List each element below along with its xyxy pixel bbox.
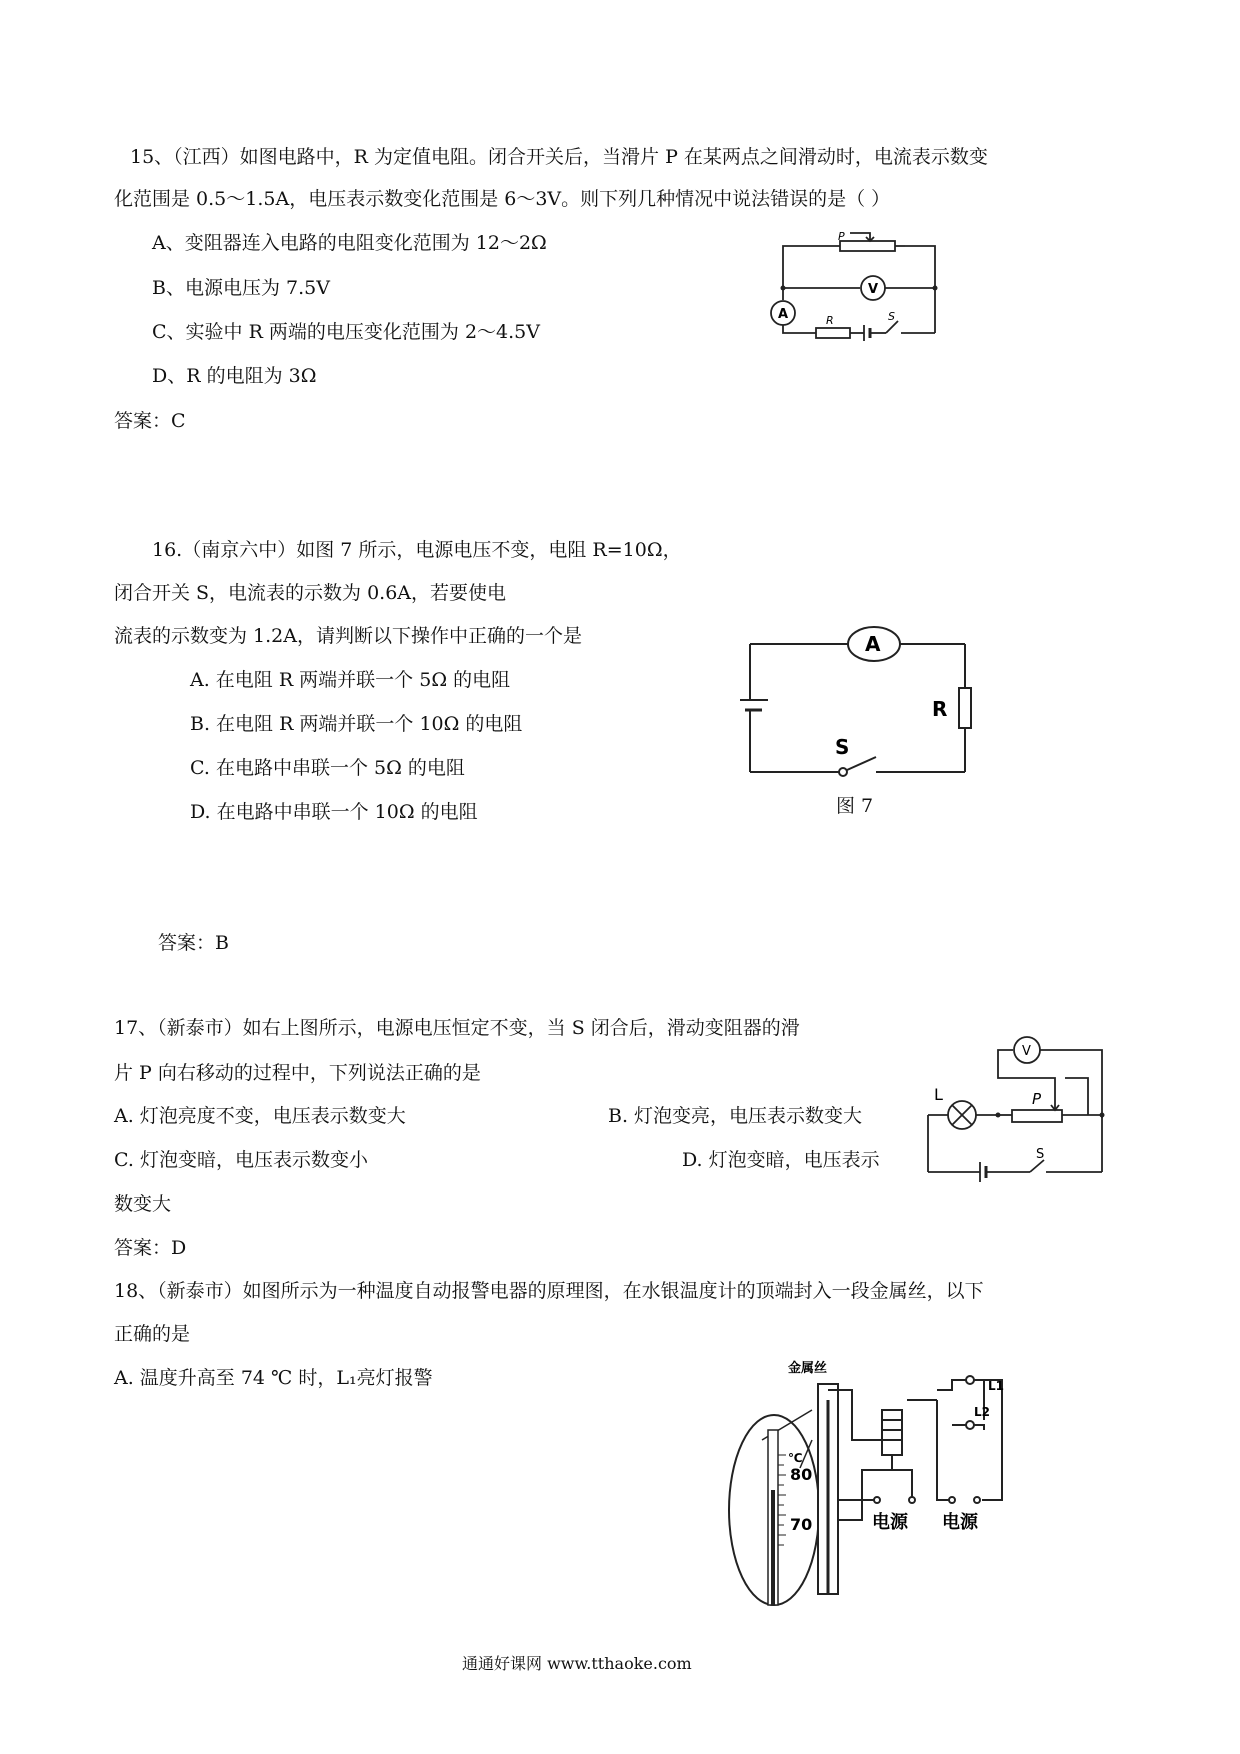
q15-label-p: P xyxy=(838,230,845,243)
q16-option-c: C. 在电路中串联一个 5Ω 的电阻 xyxy=(190,757,465,779)
q18-label-unit: ℃ xyxy=(788,1451,803,1465)
q16-stem-line3: 流表的示数变为 1.2A，请判断以下操作中正确的一个是 xyxy=(114,625,582,647)
q15-label-s: S xyxy=(888,310,895,323)
q17-answer: 答案：D xyxy=(114,1237,187,1259)
q15-option-a: A、变阻器连入电路的电阻变化范围为 12～2Ω xyxy=(152,232,547,254)
q17-option-d-line2: 数变大 xyxy=(114,1193,172,1215)
page-footer: 通通好课网 www.tthaoke.com xyxy=(462,1654,692,1673)
q15-stem-line1: 15、（江西）如图电路中，R 为定值电阻。闭合开关后，当滑片 P 在某两点之间滑动时，电流表示数变 xyxy=(130,146,988,168)
q18-stem-line1: 18、（新泰市）如图所示为一种温度自动报警电器的原理图，在水银温度计的顶端封入一段金属丝，以下 xyxy=(114,1280,984,1302)
q16-label-s: S xyxy=(835,735,850,759)
q16-option-a: A. 在电阻 R 两端并联一个 5Ω 的电阻 xyxy=(190,669,511,691)
q18-label-l2: L2 xyxy=(974,1405,990,1419)
q17-option-b: B. 灯泡变亮，电压表示数变大 xyxy=(608,1105,863,1127)
q16-label-r: R xyxy=(932,697,948,721)
q16-figure-caption: 图 7 xyxy=(836,795,874,817)
q17-label-l: L xyxy=(934,1085,943,1104)
q17-option-a: A. 灯泡亮度不变，电压表示数变大 xyxy=(114,1105,406,1127)
q18-label-wire-text: 金属丝 xyxy=(788,1361,828,1376)
q18-label-wire xyxy=(788,1360,827,1376)
q17-stem-line1: 17、（新泰市）如右上图所示，电源电压恒定不变，当 S 闭合后，滑动变阻器的滑 xyxy=(114,1017,800,1039)
q16-label-a: A xyxy=(865,632,881,656)
q18-alarm-circuit-diagram xyxy=(712,1361,1012,1610)
q17-label-s: S xyxy=(1036,1147,1045,1162)
q15-label-a: A xyxy=(778,307,789,322)
q18-label-t80: 80 xyxy=(790,1465,813,1484)
q15-circuit-diagram xyxy=(760,228,960,343)
q15-option-d: D、R 的电阻为 3Ω xyxy=(152,365,317,387)
q17-stem-line2: 片 P 向右移动的过程中，下列说法正确的是 xyxy=(114,1062,481,1084)
q18-option-a: A. 温度升高至 74 ℃ 时，L₁亮灯报警 xyxy=(114,1367,433,1389)
q16-option-d: D. 在电路中串联一个 10Ω 的电阻 xyxy=(190,801,478,823)
q18-label-power1: 电源 xyxy=(872,1512,908,1533)
q18-stem-line2: 正确的是 xyxy=(114,1323,191,1345)
q18-label-power2: 电源 xyxy=(942,1512,978,1533)
q16-stem-line1: 16.（南京六中）如图 7 所示，电源电压不变，电阻 R=10Ω， xyxy=(152,539,682,561)
q17-label-v: V xyxy=(1022,1044,1031,1059)
q16-circuit-diagram xyxy=(740,620,980,765)
q15-answer: 答案：C xyxy=(114,410,186,432)
q17-label-p: P xyxy=(1032,1090,1042,1108)
q15-label-v: V xyxy=(868,282,879,297)
q17-option-d-line1: D. 灯泡变暗，电压表示 xyxy=(682,1149,880,1171)
q15-stem-line2: 化范围是 0.5～1.5A，电压表示数变化范围是 6～3V。则下列几种情况中说法错误的是（ ） xyxy=(114,188,891,210)
q18-label-t70: 70 xyxy=(790,1515,813,1534)
q15-option-b: B、电源电压为 7.5V xyxy=(152,277,330,299)
q15-option-c: C、实验中 R 两端的电压变化范围为 2～4.5V xyxy=(152,321,540,343)
q16-stem-line2: 闭合开关 S，电流表的示数为 0.6A，若要使电 xyxy=(114,582,507,604)
q16-answer: 答案：B xyxy=(158,932,229,954)
q18-label-l1: L1 xyxy=(988,1379,1004,1393)
q17-circuit-diagram xyxy=(920,1040,1120,1175)
q17-option-c: C. 灯泡变暗，电压表示数变小 xyxy=(114,1149,368,1171)
q15-label-r: R xyxy=(826,314,834,327)
q16-option-b: B. 在电阻 R 两端并联一个 10Ω 的电阻 xyxy=(190,713,523,735)
